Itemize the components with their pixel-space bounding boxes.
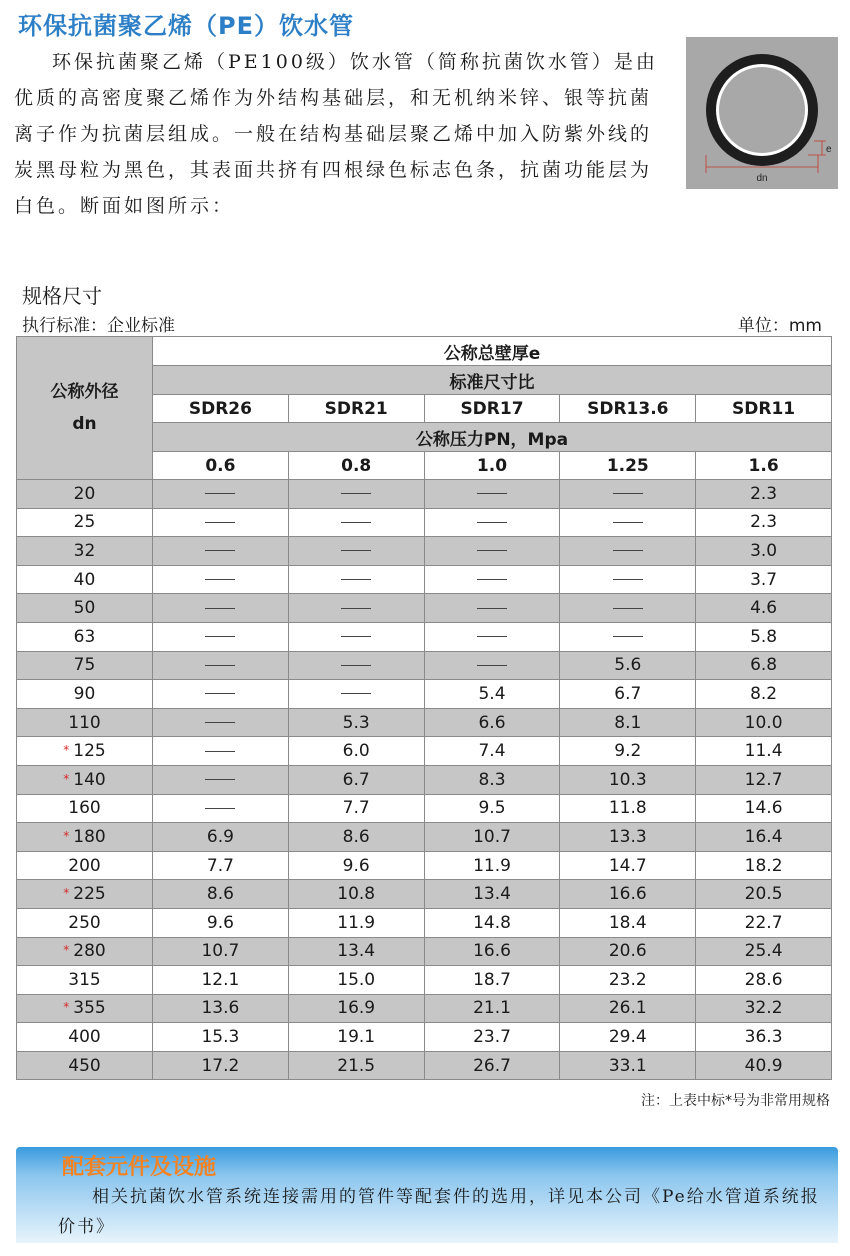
dash-icon — [477, 636, 507, 637]
uncommon-star-marker: * — [63, 943, 70, 958]
not-available-dash — [153, 794, 289, 823]
wall-thickness-cell: 16.6 — [424, 937, 560, 966]
not-available-dash — [153, 737, 289, 766]
wall-thickness-cell: 14.7 — [560, 851, 696, 880]
not-available-dash — [153, 480, 289, 509]
dash-icon — [205, 550, 235, 551]
not-available-dash — [560, 480, 696, 509]
dn-value: 63 — [73, 626, 96, 647]
table-row — [17, 622, 832, 651]
sdr-header: SDR21 — [288, 395, 424, 423]
wall-thickness-cell: 23.7 — [424, 1023, 560, 1052]
dn-value: 450 — [68, 1055, 101, 1076]
table-row — [17, 651, 832, 680]
wall-thickness-cell: 9.5 — [424, 794, 560, 823]
table-row — [17, 966, 832, 995]
dn-value: 32 — [73, 540, 96, 561]
dash-icon — [205, 608, 235, 609]
wall-thickness-cell: 33.1 — [560, 1051, 696, 1080]
dash-icon — [205, 779, 235, 780]
dash-icon — [205, 693, 235, 694]
table-row — [17, 851, 832, 880]
not-available-dash — [288, 508, 424, 537]
wall-thickness-cell: 29.4 — [560, 1023, 696, 1052]
wall-thickness-cell: 14.6 — [696, 794, 832, 823]
not-available-dash — [424, 651, 560, 680]
not-available-dash — [424, 594, 560, 623]
not-available-dash — [424, 565, 560, 594]
not-available-dash — [288, 594, 424, 623]
wall-thickness-cell: 5.3 — [288, 708, 424, 737]
dn-value: 315 — [68, 969, 101, 990]
pn-header: 1.25 — [560, 452, 696, 480]
pn-header: 0.6 — [153, 452, 289, 480]
pn-header: 1.6 — [696, 452, 832, 480]
dn-cell — [17, 651, 153, 680]
wall-thickness-cell: 10.7 — [153, 937, 289, 966]
wall-thickness-cell: 9.6 — [288, 851, 424, 880]
table-row — [17, 765, 832, 794]
dn-value: 180 — [73, 826, 106, 847]
wall-thickness-cell: 18.2 — [696, 851, 832, 880]
dash-icon — [477, 550, 507, 551]
table-row — [17, 908, 832, 937]
dn-value: 90 — [73, 683, 96, 704]
accessories-text: 相关抗菌饮水管系统连接需用的管件等配套件的选用，详见本公司《Pe给水管道系统报价书》 — [58, 1187, 820, 1237]
dn-value: 25 — [73, 512, 96, 533]
dash-icon — [613, 579, 643, 580]
not-available-dash — [153, 651, 289, 680]
dn-cell — [17, 680, 153, 709]
wall-thickness-cell: 18.7 — [424, 966, 560, 995]
wall-thickness-cell: 2.3 — [696, 508, 832, 537]
dash-icon — [341, 550, 371, 551]
dn-cell — [17, 880, 153, 909]
dash-icon — [341, 579, 371, 580]
not-available-dash — [288, 537, 424, 566]
wall-thickness-cell: 5.8 — [696, 622, 832, 651]
dn-value: 280 — [73, 941, 106, 962]
dn-value: 50 — [73, 598, 96, 619]
dash-icon — [613, 636, 643, 637]
uncommon-star-marker: * — [63, 771, 70, 786]
not-available-dash — [560, 622, 696, 651]
wall-thickness-cell: 40.9 — [696, 1051, 832, 1080]
spec-table — [16, 336, 832, 1080]
wall-thickness-cell: 12.7 — [696, 765, 832, 794]
outer-diameter-header: 公称外径 — [50, 382, 119, 402]
table-row — [17, 565, 832, 594]
dash-icon — [205, 808, 235, 809]
wall-thickness-cell: 3.7 — [696, 565, 832, 594]
dn-cell — [17, 966, 153, 995]
sdr-header: SDR11 — [696, 395, 832, 423]
not-available-dash — [288, 622, 424, 651]
wall-thickness-cell: 11.4 — [696, 737, 832, 766]
wall-thickness-cell: 36.3 — [696, 1023, 832, 1052]
wall-thickness-cell: 15.0 — [288, 966, 424, 995]
pipe-cross-section-icon — [686, 37, 838, 189]
uncommon-star-marker: * — [63, 886, 70, 901]
wall-thickness-cell: 5.6 — [560, 651, 696, 680]
wall-thickness-cell: 8.3 — [424, 765, 560, 794]
wall-thickness-cell: 16.4 — [696, 823, 832, 852]
wall-thickness-cell: 17.2 — [153, 1051, 289, 1080]
wall-thickness-cell: 8.2 — [696, 680, 832, 709]
wall-thickness-cell: 10.8 — [288, 880, 424, 909]
pressure-header: 公称压力PN，Mpa — [153, 423, 832, 452]
wall-thickness-cell: 28.6 — [696, 966, 832, 995]
wall-thickness-cell: 22.7 — [696, 908, 832, 937]
dash-icon — [341, 608, 371, 609]
wall-thickness-cell: 8.1 — [560, 708, 696, 737]
dash-icon — [341, 693, 371, 694]
dash-icon — [613, 493, 643, 494]
dn-value: 110 — [68, 712, 101, 733]
not-available-dash — [153, 537, 289, 566]
dn-cell — [17, 794, 153, 823]
dn-cell — [17, 708, 153, 737]
corner-header — [17, 337, 153, 480]
wall-thickness-cell: 7.7 — [153, 851, 289, 880]
not-available-dash — [153, 594, 289, 623]
wall-thickness-cell: 13.6 — [153, 994, 289, 1023]
table-row — [17, 1023, 832, 1052]
dn-value: 160 — [68, 798, 101, 819]
spec-section-title: 规格尺寸 — [22, 284, 102, 308]
unit-label: 单位：mm — [737, 316, 822, 336]
wall-thickness-cell: 7.7 — [288, 794, 424, 823]
wall-thickness-cell: 10.3 — [560, 765, 696, 794]
wall-thickness-cell: 23.2 — [560, 966, 696, 995]
table-note: 注：上表中标*号为非常用规格 — [641, 1093, 830, 1109]
dn-cell — [17, 994, 153, 1023]
dn-cell — [17, 765, 153, 794]
wall-thickness-cell: 6.8 — [696, 651, 832, 680]
dn-cell — [17, 908, 153, 937]
dn-cell — [17, 537, 153, 566]
dash-icon — [477, 493, 507, 494]
dash-icon — [613, 522, 643, 523]
wall-thickness-cell: 15.3 — [153, 1023, 289, 1052]
dn-value: 200 — [68, 855, 101, 876]
wall-thickness-cell: 12.1 — [153, 966, 289, 995]
intro-paragraph: 环保抗菌聚乙烯（PE100级）饮水管（简称抗菌饮水管）是由优质的高密度聚乙烯作为外结构基础层，和无机纳米锌、银等抗菌离子作为抗菌层组成。一般在结构基础层聚乙烯中加入防紫外线的炭黑母粒为黑色，其表面共挤有四根绿色标志色条，抗菌功能层为白色。断面如图所示： — [14, 51, 658, 217]
dash-icon — [341, 636, 371, 637]
dash-icon — [341, 493, 371, 494]
table-row — [17, 708, 832, 737]
wall-thickness-cell: 26.7 — [424, 1051, 560, 1080]
not-available-dash — [153, 680, 289, 709]
wall-thickness-cell: 6.6 — [424, 708, 560, 737]
table-row — [17, 1051, 832, 1080]
table-row — [17, 737, 832, 766]
not-available-dash — [560, 594, 696, 623]
not-available-dash — [560, 537, 696, 566]
wall-thickness-cell: 16.6 — [560, 880, 696, 909]
dash-icon — [205, 751, 235, 752]
table-row — [17, 594, 832, 623]
wall-thickness-cell: 25.4 — [696, 937, 832, 966]
dash-icon — [477, 579, 507, 580]
wall-thickness-cell: 18.4 — [560, 908, 696, 937]
wall-thickness-cell: 3.0 — [696, 537, 832, 566]
dash-icon — [205, 579, 235, 580]
sdr-ratio-header: 标准尺寸比 — [153, 366, 832, 395]
dn-value: 225 — [73, 884, 106, 905]
dn-value: 250 — [68, 912, 101, 933]
dn-cell — [17, 594, 153, 623]
dn-value: 20 — [73, 483, 96, 504]
wall-thickness-cell: 9.2 — [560, 737, 696, 766]
e-label: e — [826, 144, 832, 155]
wall-thickness-cell: 10.7 — [424, 823, 560, 852]
wall-thickness-cell: 7.4 — [424, 737, 560, 766]
dash-icon — [341, 522, 371, 523]
dash-icon — [341, 665, 371, 666]
dn-cell — [17, 508, 153, 537]
table-row — [17, 680, 832, 709]
uncommon-star-marker: * — [63, 743, 70, 758]
table-row — [17, 880, 832, 909]
table-row — [17, 508, 832, 537]
wall-thickness-cell: 8.6 — [153, 880, 289, 909]
wall-thickness-cell: 13.4 — [424, 880, 560, 909]
pn-header: 0.8 — [288, 452, 424, 480]
not-available-dash — [153, 508, 289, 537]
dash-icon — [205, 493, 235, 494]
not-available-dash — [560, 565, 696, 594]
not-available-dash — [560, 508, 696, 537]
not-available-dash — [153, 708, 289, 737]
wall-thickness-cell: 11.9 — [424, 851, 560, 880]
wall-thickness-cell: 20.5 — [696, 880, 832, 909]
dn-value: 140 — [73, 769, 106, 790]
wall-thickness-cell: 8.6 — [288, 823, 424, 852]
standard-label: 执行标准：企业标准 — [22, 316, 175, 336]
dn-cell — [17, 480, 153, 509]
accessories-title: 配套元件及设施 — [62, 1155, 217, 1180]
dash-icon — [205, 722, 235, 723]
dn-cell — [17, 622, 153, 651]
not-available-dash — [288, 565, 424, 594]
wall-thickness-cell: 13.4 — [288, 937, 424, 966]
dn-cell — [17, 737, 153, 766]
dash-icon — [613, 608, 643, 609]
not-available-dash — [424, 537, 560, 566]
wall-thickness-cell: 2.3 — [696, 480, 832, 509]
wall-thickness-cell: 14.8 — [424, 908, 560, 937]
dn-label: dn — [756, 173, 768, 184]
dash-icon — [205, 522, 235, 523]
not-available-dash — [153, 622, 289, 651]
dn-cell — [17, 851, 153, 880]
pn-header: 1.0 — [424, 452, 560, 480]
wall-thickness-header: 公称总壁厚e — [153, 337, 832, 366]
not-available-dash — [288, 480, 424, 509]
wall-thickness-cell: 4.6 — [696, 594, 832, 623]
dn-header: dn — [72, 414, 97, 434]
dash-icon — [613, 550, 643, 551]
not-available-dash — [288, 651, 424, 680]
table-row — [17, 480, 832, 509]
wall-thickness-cell: 11.8 — [560, 794, 696, 823]
not-available-dash — [424, 622, 560, 651]
uncommon-star-marker: * — [63, 828, 70, 843]
uncommon-star-marker: * — [63, 1000, 70, 1015]
wall-thickness-cell: 16.9 — [288, 994, 424, 1023]
wall-thickness-cell: 32.2 — [696, 994, 832, 1023]
sdr-header: SDR13.6 — [560, 395, 696, 423]
wall-thickness-cell: 19.1 — [288, 1023, 424, 1052]
wall-thickness-cell: 6.7 — [560, 680, 696, 709]
wall-thickness-cell: 20.6 — [560, 937, 696, 966]
not-available-dash — [153, 565, 289, 594]
wall-thickness-cell: 21.5 — [288, 1051, 424, 1080]
sdr-header: SDR26 — [153, 395, 289, 423]
dn-value: 400 — [68, 1027, 101, 1048]
table-row — [17, 823, 832, 852]
dn-value: 75 — [73, 655, 96, 676]
dash-icon — [205, 636, 235, 637]
wall-thickness-cell: 6.9 — [153, 823, 289, 852]
not-available-dash — [424, 480, 560, 509]
not-available-dash — [288, 680, 424, 709]
dn-cell — [17, 1023, 153, 1052]
dn-value: 355 — [73, 998, 106, 1019]
table-row — [17, 994, 832, 1023]
table-row — [17, 537, 832, 566]
dash-icon — [205, 665, 235, 666]
wall-thickness-cell: 5.4 — [424, 680, 560, 709]
dn-cell — [17, 823, 153, 852]
wall-thickness-cell: 26.1 — [560, 994, 696, 1023]
dash-icon — [477, 522, 507, 523]
dn-value: 40 — [73, 569, 96, 590]
wall-thickness-cell: 10.0 — [696, 708, 832, 737]
wall-thickness-cell: 9.6 — [153, 908, 289, 937]
dash-icon — [477, 608, 507, 609]
sdr-header: SDR17 — [424, 395, 560, 423]
dash-icon — [477, 665, 507, 666]
pipe-cross-section-diagram — [686, 37, 838, 189]
dn-cell — [17, 1051, 153, 1080]
dn-cell — [17, 937, 153, 966]
dn-value: 125 — [73, 741, 106, 762]
wall-thickness-cell: 11.9 — [288, 908, 424, 937]
wall-thickness-cell: 13.3 — [560, 823, 696, 852]
table-row — [17, 937, 832, 966]
dn-cell — [17, 565, 153, 594]
not-available-dash — [424, 508, 560, 537]
wall-thickness-cell: 6.0 — [288, 737, 424, 766]
table-row — [17, 794, 832, 823]
wall-thickness-cell: 6.7 — [288, 765, 424, 794]
page-title: 环保抗菌聚乙烯（PE）饮水管 — [18, 12, 354, 40]
wall-thickness-cell: 21.1 — [424, 994, 560, 1023]
not-available-dash — [153, 765, 289, 794]
